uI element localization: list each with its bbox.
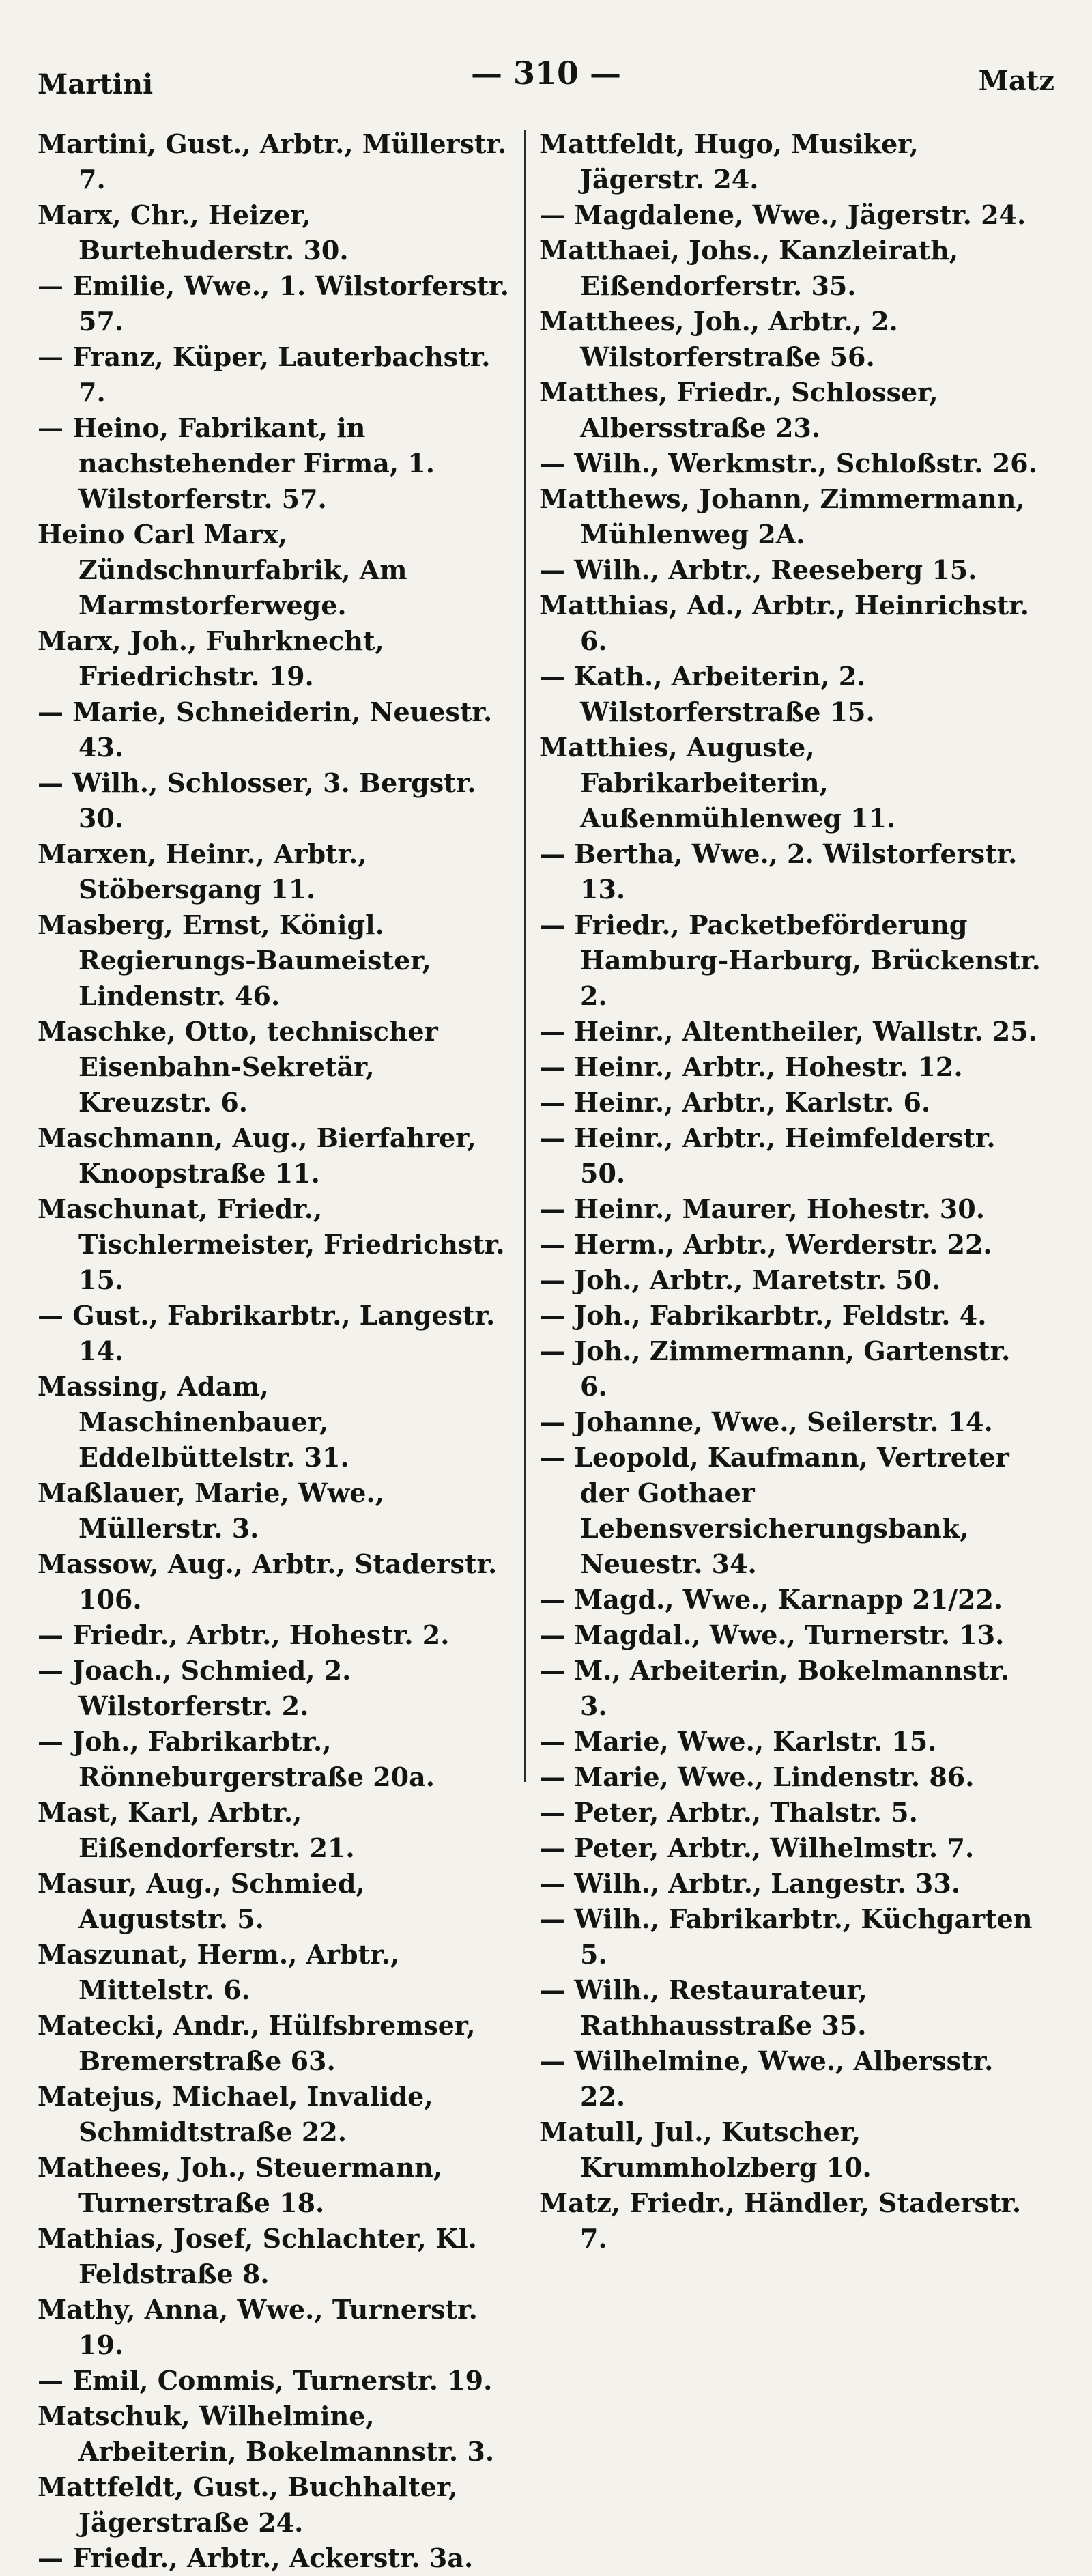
directory-entry: — Joach., Schmied, 2. Wilstorferstr. 2. bbox=[38, 1655, 351, 1721]
directory-entry: Maschunat, Friedr., Tischlermeister, Friedrichstr. 15. bbox=[38, 1193, 505, 1295]
directory-entry: — Kath., Arbeiterin, 2. Wilstorferstraße 15. bbox=[539, 661, 875, 727]
directory-entry: — Johanne, Wwe., Seilerstr. 14. bbox=[539, 1406, 993, 1437]
directory-entry: Matz, Friedr., Händler, Staderstr. 7. bbox=[539, 2188, 1022, 2254]
directory-entry: — Franz, Küper, Lauterbachstr. 7. bbox=[38, 341, 491, 408]
directory-entry: — Emil, Commis, Turnerstr. 19. bbox=[38, 2365, 493, 2396]
directory-entry: Matschuk, Wilhelmine, Arbeiterin, Bokelmannstr. 3. bbox=[38, 2401, 495, 2467]
directory-entry: Mattfeldt, Gust., Buchhalter, Jägerstraße 24. bbox=[38, 2472, 458, 2538]
directory-entry: Marx, Joh., Fuhrknecht, Friedrichstr. 19. bbox=[38, 625, 384, 692]
page-header bbox=[0, 0, 1092, 109]
directory-entry: Matthies, Auguste, Fabrikarbeiterin, Außenmühlenweg 11. bbox=[539, 732, 896, 834]
directory-entry: — Wilh., Schlosser, 3. Bergstr. 30. bbox=[38, 767, 476, 834]
page-number: — 310 — bbox=[470, 55, 622, 91]
directory-entry: — Friedr., Arbtr., Ackerstr. 3a. bbox=[38, 2543, 474, 2573]
directory-entry: — Gust., Fabrikarbtr., Langestr. 14. bbox=[38, 1300, 495, 1366]
directory-entry: Marxen, Heinr., Arbtr., Stöbersgang 11. bbox=[38, 838, 367, 905]
directory-entry: — Heinr., Arbtr., Hohestr. 12. bbox=[539, 1051, 963, 1082]
directory-entry: — Herm., Arbtr., Werderstr. 22. bbox=[539, 1229, 992, 1260]
directory-entry: — Wilh., Arbtr., Langestr. 33. bbox=[539, 1868, 961, 1899]
directory-entry: — Peter, Arbtr., Wilhelmstr. 7. bbox=[539, 1832, 975, 1863]
directory-entry: Maßlauer, Marie, Wwe., Müllerstr. 3. bbox=[38, 1477, 384, 1544]
directory-entry: Maszunat, Herm., Arbtr., Mittelstr. 6. bbox=[38, 1939, 400, 2005]
directory-entry: — Bertha, Wwe., 2. Wilstorferstr. 13. bbox=[539, 838, 1018, 905]
directory-entry: — M., Arbeiterin, Bokelmannstr. 3. bbox=[539, 1655, 1010, 1721]
directory-entry: Maschke, Otto, technischer Eisenbahn-Sekretär, Kreuzstr. 6. bbox=[38, 1016, 438, 1118]
directory-entry: — Heinr., Maurer, Hohestr. 30. bbox=[539, 1193, 985, 1224]
directory-entry: — Heinr., Altentheiler, Wallstr. 25. bbox=[539, 1016, 1037, 1047]
directory-entry: — Peter, Arbtr., Thalstr. 5. bbox=[539, 1797, 918, 1828]
directory-entry: Matejus, Michael, Invalide, Schmidtstraße 22. bbox=[38, 2081, 433, 2147]
directory-entry: Matthews, Johann, Zimmermann, Mühlenweg 2A. bbox=[539, 483, 1025, 550]
running-head-left: Martini bbox=[38, 68, 154, 100]
directory-entry: — Wilh., Werkmstr., Schloßstr. 26. bbox=[539, 448, 1037, 479]
directory-entry: Matthaei, Johs., Kanzleirath, Eißendorferstr. 35. bbox=[539, 235, 959, 301]
directory-entry: — Heinr., Arbtr., Heimfelderstr. 50. bbox=[539, 1122, 996, 1189]
directory-entry: — Joh., Fabrikarbtr., Feldstr. 4. bbox=[539, 1300, 987, 1331]
directory-entry: Matthees, Joh., Arbtr., 2. Wilstorferstraße 56. bbox=[539, 306, 898, 372]
right-column bbox=[539, 126, 1044, 2256]
directory-entry: Mathees, Joh., Steuermann, Turnerstraße 18. bbox=[38, 2152, 443, 2218]
directory-entry: — Marie, Wwe., Lindenstr. 86. bbox=[539, 1761, 975, 1792]
directory-entry: — Wilh., Arbtr., Reeseberg 15. bbox=[539, 554, 977, 585]
directory-entry: Massow, Aug., Arbtr., Staderstr. 106. bbox=[38, 1548, 498, 1615]
directory-entry: Matthes, Friedr., Schlosser, Albersstraße 23. bbox=[539, 377, 938, 443]
directory-entry: — Emilie, Wwe., 1. Wilstorferstr. 57. bbox=[38, 270, 509, 337]
directory-entry: Matthias, Ad., Arbtr., Heinrichstr. 6. bbox=[539, 590, 1029, 656]
directory-entry: — Leopold, Kaufmann, Vertreter der Gothaer Lebensversicherungsbank, Neuestr. 34. bbox=[539, 1442, 1009, 1579]
running-head-right: Matz bbox=[978, 65, 1054, 97]
directory-entry: — Magd., Wwe., Karnapp 21/22. bbox=[539, 1584, 1003, 1615]
directory-entry: — Wilhelmine, Wwe., Albersstr. 22. bbox=[539, 2046, 994, 2112]
directory-entry: Mattfeldt, Hugo, Musiker, Jägerstr. 24. bbox=[539, 128, 919, 195]
directory-entry: — Marie, Wwe., Karlstr. 15. bbox=[539, 1726, 937, 1757]
directory-entry: Massing, Adam, Maschinenbauer, Eddelbüttelstr. 31. bbox=[38, 1371, 349, 1473]
directory-entry: — Magdalene, Wwe., Jägerstr. 24. bbox=[539, 199, 1026, 230]
directory-entry: — Joh., Arbtr., Maretstr. 50. bbox=[539, 1264, 941, 1295]
directory-entry: Martini, Gust., Arbtr., Müllerstr. 7. bbox=[38, 128, 507, 195]
directory-entry: Masberg, Ernst, Königl. Regierungs-Baumeister, Lindenstr. 46. bbox=[38, 909, 431, 1011]
directory-entry: — Heino, Fabrikant, in nachstehender Firma, 1. Wilstorferstr. 57. bbox=[38, 412, 435, 514]
directory-entry: — Joh., Zimmermann, Gartenstr. 6. bbox=[539, 1335, 1011, 1402]
directory-entry: — Wilh., Restaurateur, Rathhausstraße 35. bbox=[539, 1975, 867, 2041]
directory-entry: Mathias, Josef, Schlachter, Kl. Feldstraße 8. bbox=[38, 2223, 477, 2289]
directory-entry: Heino Carl Marx, Zündschnurfabrik, Am Marmstorferwege. bbox=[38, 519, 407, 621]
directory-entry: — Marie, Schneiderin, Neuestr. 43. bbox=[38, 696, 493, 763]
directory-entry: — Joh., Fabrikarbtr., Rönneburgerstraße 20a. bbox=[38, 1726, 435, 1792]
directory-entry: Mathy, Anna, Wwe., Turnerstr. 19. bbox=[38, 2294, 478, 2360]
directory-entry: Matull, Jul., Kutscher, Krummholzberg 10. bbox=[539, 2117, 872, 2183]
directory-entry: — Magdal., Wwe., Turnerstr. 13. bbox=[539, 1619, 1005, 1650]
column-divider bbox=[524, 130, 526, 1782]
directory-entry: Marx, Chr., Heizer, Burtehuderstr. 30. bbox=[38, 199, 349, 266]
directory-entry: Masur, Aug., Schmied, Auguststr. 5. bbox=[38, 1868, 365, 1934]
directory-entry: — Friedr., Packetbeförderung Hamburg-Harburg, Brückenstr. 2. bbox=[539, 909, 1041, 1011]
left-column bbox=[38, 126, 515, 2576]
directory-entry: — Friedr., Arbtr., Hohestr. 2. bbox=[38, 1619, 450, 1650]
directory-entry: Maschmann, Aug., Bierfahrer, Knoopstraße 11. bbox=[38, 1122, 476, 1189]
directory-entry: — Wilh., Fabrikarbtr., Küchgarten 5. bbox=[539, 1903, 1033, 1970]
directory-entry: Mast, Karl, Arbtr., Eißendorferstr. 21. bbox=[38, 1797, 355, 1863]
directory-entry: Matecki, Andr., Hülfsbremser, Bremerstraße 63. bbox=[38, 2010, 476, 2076]
directory-entry: — Heinr., Arbtr., Karlstr. 6. bbox=[539, 1087, 931, 1118]
